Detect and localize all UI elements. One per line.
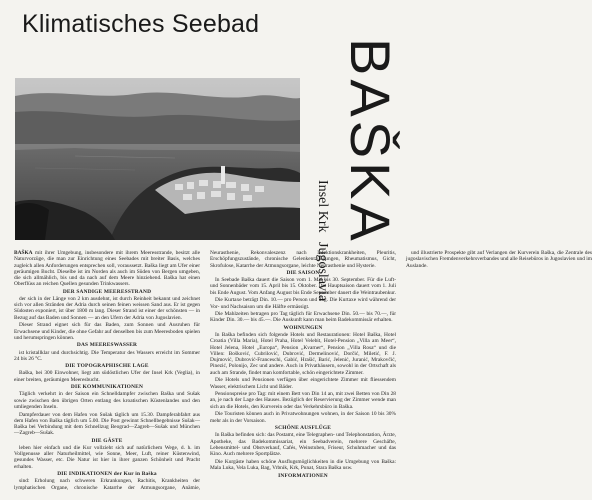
section-heading: DIE TOPOGRAPHISCHE LAGE xyxy=(65,363,149,370)
section-paragraph: Baška, bei 300 Einwohner, liegt am südöstlichen Ufer der Insel Krk (Veglia), in einer breiten, geräumigen Meeresbucht. xyxy=(14,370,200,383)
section-heading: INFORMATIONEN xyxy=(278,472,328,479)
section-heading: DER SANDIGE MEERESSTRAND xyxy=(62,288,152,295)
section-paragraph: Die Mahlzeiten betragen pro Tag täglich für Erwachsene Din. 50.— bis 70.—, für Kinder Din. 30.— bis 45.—. Die Auskunft kann man beim Badekommissär erhalten. xyxy=(210,311,396,324)
section-heading: SCHÖNE AUSFLÜGE xyxy=(274,425,332,432)
town-photo-image xyxy=(15,78,300,240)
section-paragraph: Die Hotels und Pensionen verfügen über eingerichtete Zimmer mit fliessendem Wasser, elektrischem Licht und Bäder. xyxy=(210,377,396,390)
section-heading: DIE KOMMUNIKATIONEN xyxy=(70,384,144,391)
place-name: BAŠKA xyxy=(339,38,402,245)
section-paragraph: Die Kurgäste haben schöne Ausflugsmöglichkeiten in die Umgebung von Baška: Mala Luka, Vela Luka, Bag, Vrbnik, Krk, Punat, Stara Baška usw. xyxy=(210,458,396,471)
section-paragraph: In Seebade Baška dauert die Saison vom 1. Mai bis 30. September. Für die Luft- und Sonnenbäder vom 15. April bis 15. Oktober. Die Hauptsaison dauert vom 1. Juli bis Ende August. Vom Anfang August bis Ende September dauert die Weintraubenkur. xyxy=(210,277,396,296)
section-heading: DIE INDIKATIONEN der Kur in Baška xyxy=(57,471,157,478)
section-paragraph: leben hier einfach und die Kur vollzieht sich auf natürlichem Wege, d. h. im Vollgenusse aller Naturheilmittel, wie Sonne, Meer, Luft, reiner Küstenwind, gesundes Wasser, etc. Die Natur ist hier in ihrer ganzen Schönheit und Pracht erhalten. xyxy=(14,444,200,470)
island-name: Insel Krk xyxy=(315,180,330,233)
section-paragraph: Die Touristen können auch in Privatwohnungen wohnen, in der Saison 10 bis 30% mehr als in der Vorsaison. xyxy=(210,411,396,424)
section-paragraph: Pensionspreise pro Tag: mit einem Bett von Din 14 an, mit zwei Betten von Din 28 an, je nach der Lage des Hauses. Bezüglich der Reservierung der Zimmer wende man sich an die Hotels, den Kurverein oder das Verkehrsbüro in Baška. xyxy=(210,391,396,410)
section-paragraph: Dieser Strand eignet sich für das Baden, zum Sonnen und Ausruhen für Erwachsene und Kinder, die ohne Gefahr auf denselben bis zum Meeresboden spielen und herumspringen können. xyxy=(14,322,200,341)
section-paragraph: ist kristallklar und durchsichtig. Die Temperatur des Wassers erreicht im Sommer 24 bis 26 °C. xyxy=(14,349,200,362)
section-heading: WOHNUNGEN xyxy=(283,325,323,332)
town-photo xyxy=(15,78,300,240)
section-paragraph: In Baška befinden sich folgende Hotels und Restaurationen: Hotel Baška, Hotel Croatia (Villa Maria), Hotel Praha, Hotel Velebit, Hotel-Pension „Villa am Meer“, Hotel Jelena, Hotel „Europa“, Pension „Kvarner“, Pension „Villa Rosa“ und die Villen: Bošković, Cubrilović, Dubrović, Dermelinović, Dorčić, Miletić, F. J. Dujmović, Dubrović-Franceschi, Gabić, Hrašić, Barić, Jelenić, Juranić, Mrakovčić, Pinezić, Polonijo, Zec und andere. Auch in Privathäusern, sowohl in der Ortschaft als auch am Strande, findet man komfortable, schön eingerichtete Zimmer. xyxy=(210,332,396,376)
intro-text: mit ihrer Umgebung, insbesondere mit ihrem Meeresstrande, besitzt alle Naturvorzüge, die man zur Einrichtung eines Seebades mit breiter Basis, welches zugleich allen Anforderungen entsprechen soll, voraussetzt. Baška liegt am Ufer einer geräumigen Bucht. Dieselbe ist im Norden als auch im Süden von Bergen umgeben, die sich allmählich, bis und da nach auf dem Meere hinziehend. Baška hat einen Oberflüss an reichen Quellen gesunden Trinkwassers. xyxy=(14,250,200,288)
section-paragraph: und illustrierte Prospekte gibt auf Verlangen der Kurverein Baška, die Zentrale des jugoslavischen Fremdenverkehrsverbandes und alle Reisebüros in Jugoslavien und im Auslande. xyxy=(406,250,592,269)
page-title: Klimatisches Seebad xyxy=(22,10,260,38)
section-heading: DAS MEERESWASSER xyxy=(76,342,138,349)
section-heading: DIE GÄSTE xyxy=(91,437,123,444)
section-paragraph: Täglich verkehrt in der Saison ein Schnelldampfer zwischen Baška und Sušak sowie zwischen den übrigen Orten entlang des kroatischen Küstenlandes und den umliegenden Inseln. xyxy=(14,391,200,410)
section-heading: DIE SAISON xyxy=(286,270,320,277)
section-paragraph: In Baška befinden sich: das Postamt, eine Telegraphen- und Telephonstation, Ärzte, Apotheke, das Badekommissariat, ein Seebadverein, mehrere Geschäfte, Lebensmittel- und Obstverkauf, Cafés, Weinstuben, Friseur, Schuhmacher und das Kino. Auch mehrere Sportplätze. xyxy=(210,432,396,458)
section-paragraph: sind: Erholung nach schweren Erkrankungen, Rachitis, Krankheiten der lymphatischen Organe, chronische Katarrhe der Atmungsorgane, Anämie, Neurasthenie, Rekonvaleszenz nach Infektionskrankheiten, Pleuritis, Erschöpfungszustände, chronische Gelenkentzündungen, Rheumatismus, Gicht, Skrofulose, Katarrhe der Atmungsorgane, leichte Neurasthenie und Hysterie. xyxy=(14,250,396,491)
section-paragraph: Die Kurtaxe beträgt Din. 10.— pro Person und Tag. Die Kurtaxe wird während der Vor- und Nachsaison um die Hälfte ermässigt. xyxy=(210,297,396,310)
article-body xyxy=(14,250,592,492)
section-paragraph: der sich in der Länge von 2 km ausdehnt, ist durch Reinheit bekannt und zeichnet sich vor allen Stränden der Adria durch seinen feinen weissen Sand aus. Er ist gegen Südosten exponiert, ist über 1800 m lang. Dieser Strand ist einer der schönsten — in Bezug auf das Baden und Sonnen — an den Ufern der Adria von Jugoslavien. xyxy=(14,295,200,321)
intro-paragraph xyxy=(14,250,200,288)
intro-lead: BAŠKA xyxy=(14,250,33,256)
country-name: Jugoslavia xyxy=(315,242,330,302)
section-paragraph: Dampferdauer von dem Hafen von Sušak täglich um 15.30. Dampferabfahrt aus dem Hafen von Baška täglich um 5.00. Die Post gewinnt Schnellbegebnisse Sušak—Baška bei Verbindung mit dem Schnellzug Beograd—Zagreb—Sušak und München—Zagreb—Sušak. xyxy=(14,411,200,437)
